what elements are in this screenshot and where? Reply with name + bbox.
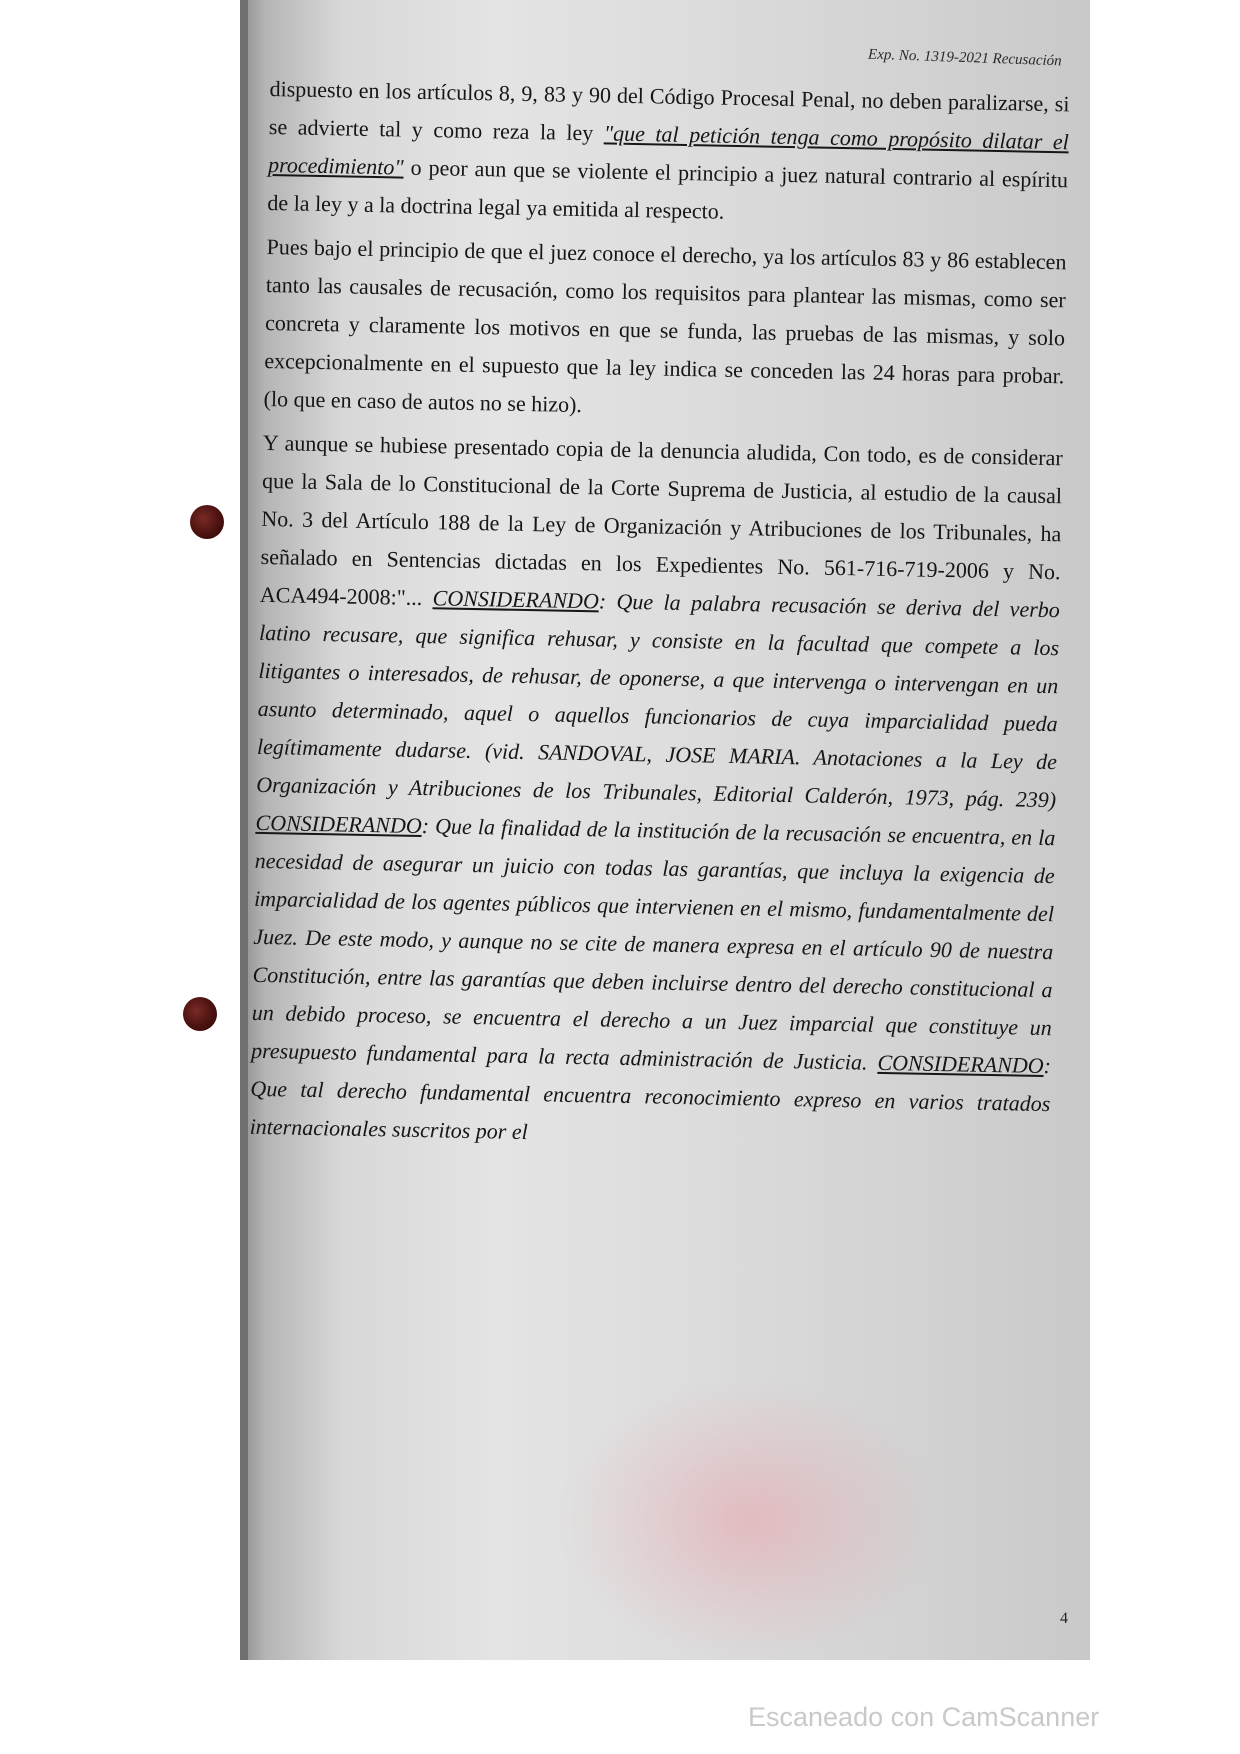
stain-mark	[560, 1380, 940, 1660]
considerando-heading-3: CONSIDERANDO	[877, 1049, 1044, 1079]
paragraph-1-text: dispuesto en los artículos 8, 9, 83 y 90 del Código Procesal Penal, no deben paralizarse, si se advierte tal y como reza la ley	[268, 75, 1070, 146]
page-number: 4	[1060, 1610, 1068, 1627]
considerando-1-text: : Que la palabra recusación se deriva del verbo latino recusare, que significa rehusar, y consiste en la facultad que compete a los litigantes o interesados, de rehusar, de oponerse, a que intervenga o intervengan en un asunto determinado, aquel o aquellos funcionarios de cuya imparcialidad pueda legítimamente dudarse. (vid. SANDOVAL, JOSE MARIA. Anotaciones a la Ley de Organización y Atribuciones de los Tribunales, Editorial Calderón, 1973, pág. 239)	[256, 588, 1061, 813]
considerando-2-text: : Que la finalidad de la institución de la recusación se encuentra, en la necesidad de asegurar un juicio con todas las garantías, que incluya la exigencia de imparcialidad de los agentes públicos que intervienen en el mismo, fundamentalmente del Juez. De este modo, y aunque no se cite de manera expresa en el artículo 90 de nuestra Constitución, entre las garantías que deben incluirse dentro del derecho constitucional a un debido proceso, se encuentra el derecho a un Juez imparcial que constituye un presupuesto fundamental para la recta administración de Justicia.	[250, 813, 1056, 1075]
scanned-page	[240, 0, 1090, 1660]
punch-hole-bottom	[183, 997, 217, 1031]
case-reference: Exp. No. 1319-2021 Recusación	[868, 46, 1063, 70]
page-shadow-edge	[240, 0, 248, 1660]
law-quote: "que tal petición tenga como propósito dilatar el procedimiento"	[267, 120, 1070, 180]
paragraph-3	[249, 424, 1063, 1161]
paragraph-2: Pues bajo el principio de que el juez conoce el derecho, ya los artículos 83 y 86 establecen tanto las causales de recusación, como los requisitos para plantear las mismas, como ser concreta y claramente los motivos en que se funda, las pruebas de las mismas, y solo excepcionalmente en el supuesto que la ley indica se conceden las 24 horas para probar. (lo que en caso de autos no se hizo).	[263, 233, 1067, 418]
paragraph-1-tail: o peor aun que se violente el principio a juez natural contrario al espíritu de la ley y a la doctrina legal ya emitida al respecto.	[267, 154, 1069, 224]
document-body	[249, 70, 1070, 1167]
paragraph-1	[267, 70, 1070, 237]
punch-hole-top	[190, 505, 224, 539]
paragraph-3-intro: Y aunque se hubiese presentado copia de la denuncia aludida, Con todo, es de considerar que la Sala de lo Constitucional de la Corte Suprema de Justicia, al estudio de la causal No. 3 del Artículo 188 de la Ley de Organización y Atribuciones de los Tribunales, ha señalado en Sentencias dictadas en los Expedientes No. 561-716-719-2006 y No. ACA494-2008:"...	[259, 429, 1063, 611]
considerando-3-text: : Que tal derecho fundamental encuentra reconocimiento expreso en varios tratados internacionales suscritos por el	[249, 1053, 1052, 1145]
considerando-heading-2: CONSIDERANDO	[255, 809, 422, 839]
considerando-heading-1: CONSIDERANDO	[432, 585, 600, 614]
scanner-watermark: Escaneado con CamScanner	[748, 1702, 1100, 1732]
